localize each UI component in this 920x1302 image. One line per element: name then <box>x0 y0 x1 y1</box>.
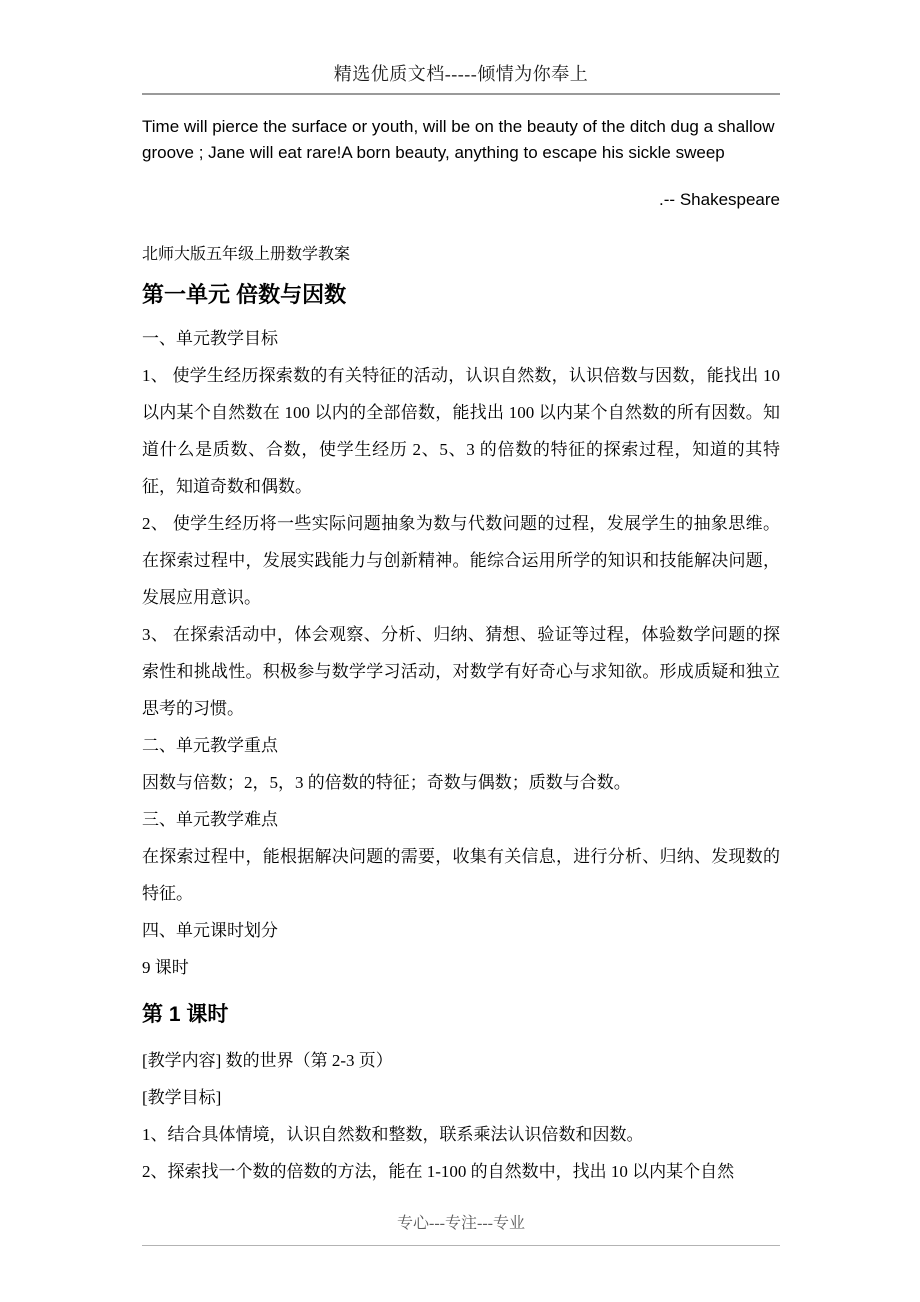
section-heading-difficulties: 三、单元教学难点 <box>142 810 278 829</box>
lesson-goal-2: 2、探索找一个数的倍数的方法，能在 1-100 的自然数中，找出 10 以内某个自然 <box>142 1162 735 1181</box>
objective-paragraph-3: 3、 在探索活动中，体会观察、分析、归纳、猜想、验证等过程，体验数学问题的探索性和挑战性。积极参与数学学习活动，对数学有好奇心与求知欲。形成质疑和独立思考的习惯。 <box>142 625 780 718</box>
page-footer <box>142 1210 780 1246</box>
objective-paragraph-1: 1、 使学生经历探索数的有关特征的活动，认识自然数，认识倍数与因数，能找出 10 以内某个自然数在 100 以内的全部倍数，能找出 100 以内某个自然数的所有因数。知道什么是质数、合数，使学生经历 2、5、3 的倍数的特征的探索过程，知道的其特征，知道奇数和偶数。 <box>142 366 780 496</box>
doc-subtitle: 北师大版五年级上册数学教案 <box>142 246 351 263</box>
objective-paragraph-2: 2、 使学生经历将一些实际问题抽象为数与代数问题的过程，发展学生的抽象思维。在探索过程中，发展实践能力与创新精神。能综合运用所学的知识和技能解决问题，发展应用意识。 <box>142 514 780 607</box>
lesson-count: 9 课时 <box>142 958 189 977</box>
unit-heading: 第一单元 倍数与因数 <box>142 282 347 307</box>
lesson-goal-1: 1、结合具体情境，认识自然数和整数，联系乘法认识倍数和因数。 <box>142 1125 644 1144</box>
footer-text: 专心---专注---专业 <box>397 1215 525 1232</box>
difficulties-paragraph: 在探索过程中，能根据解决问题的需要，收集有关信息，进行分析、归纳、发现数的特征。 <box>142 847 780 903</box>
header-text: 精选优质文档-----倾情为你奉上 <box>333 64 589 84</box>
page-header <box>142 60 780 95</box>
lesson-goals-label: [教学目标] <box>142 1088 222 1107</box>
section-heading-objectives: 一、单元教学目标 <box>142 329 278 348</box>
key-points-paragraph: 因数与倍数；2，5，3 的倍数的特征；奇数与偶数；质数与合数。 <box>142 773 631 792</box>
section-heading-schedule: 四、单元课时划分 <box>142 921 278 940</box>
lesson-content-line: [教学内容] 数的世界（第 2-3 页） <box>142 1051 393 1070</box>
document-content <box>142 104 780 1190</box>
english-quote: Time will pierce the surface or youth, will be on the beauty of the ditch dug a shallow groove ; Jane will eat rare!A born beauty, anything to escape his sickle sweep <box>142 117 775 162</box>
quote-attribution: .-- Shakespeare <box>659 190 780 209</box>
lesson-heading: 第 1 课时 <box>142 1003 229 1026</box>
section-heading-key-points: 二、单元教学重点 <box>142 736 278 755</box>
